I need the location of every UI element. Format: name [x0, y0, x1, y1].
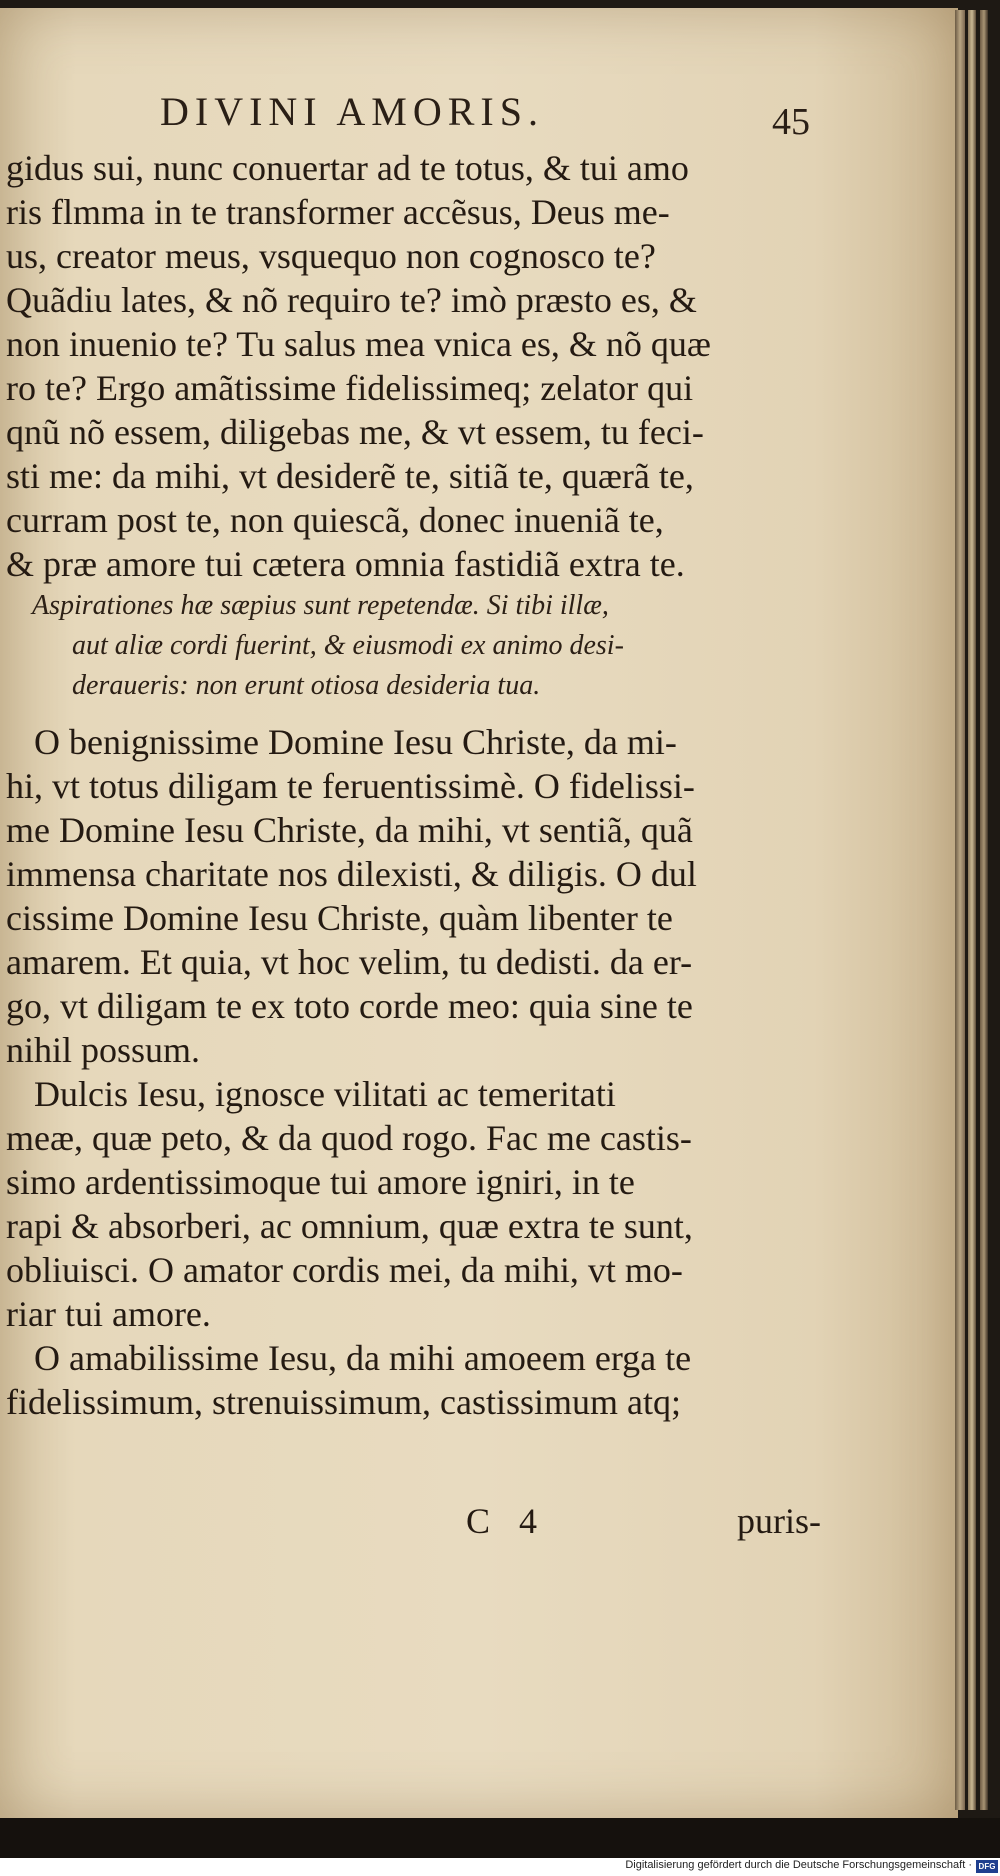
text-line: fidelissimum, strenuissimum, castissimum atq; — [6, 1382, 681, 1422]
text-line: O benignissime Domine Iesu Christe, da mi- — [34, 722, 677, 762]
text-line: ris flmma in te transformer accẽsus, Deus me- — [6, 192, 670, 232]
text-line: me Domine Iesu Christe, da mihi, vt sentiã, quã — [6, 810, 693, 850]
digitization-footer — [0, 1858, 1000, 1876]
running-head: DIVINI AMORIS. — [160, 89, 544, 134]
text-line: O amabilissime Iesu, da mihi amoeem erga te — [34, 1338, 692, 1378]
footer-credit: Digitalisierung gefördert durch die Deutsche Forschungsgemeinschaft · — [625, 1859, 972, 1871]
text-line: go, vt diligam te ex toto corde meo: quia sine te — [6, 986, 693, 1026]
page-edge — [980, 10, 988, 1810]
signature-mark: C 4 — [466, 1501, 548, 1541]
rubric-line: deraueris: non erunt otiosa desideria tua. — [72, 670, 541, 701]
text-line: rapi & absorberi, ac omnium, quæ extra te sunt, — [6, 1206, 693, 1246]
text-line: curram post te, non quiescã, donec inueniã te, — [6, 500, 664, 540]
text-line: simo ardentissimoque tui amore igniri, in te — [6, 1162, 635, 1202]
text-line: obliuisci. O amator cordis mei, da mihi, vt mo- — [6, 1250, 683, 1290]
text-line: sti me: da mihi, vt desiderẽ te, sitiã te, quærã te, — [6, 456, 694, 496]
scan-bottom-border — [0, 1818, 1000, 1858]
text-line: us, creator meus, vsquequo non cognosco te? — [6, 236, 656, 276]
text-line: immensa charitate nos dilexisti, & diligis. O dul — [6, 854, 697, 894]
catchword: puris- — [737, 1501, 821, 1541]
text-line: qnũ nõ essem, diligebas me, & vt essem, tu feci- — [6, 412, 704, 452]
page-edge — [955, 10, 965, 1810]
text-line: non inuenio te? Tu salus mea vnica es, & nõ quæ — [6, 324, 711, 364]
text-line: Quãdiu lates, & nõ requiro te? imò præsto es, & — [6, 280, 697, 320]
paragraph-gap — [0, 706, 840, 720]
page-number: 45 — [772, 101, 810, 143]
text-line: ro te? Ergo amãtissime fidelissimeq; zelator qui — [6, 368, 694, 408]
body-text — [0, 146, 840, 1424]
text-line: nihil possum. — [6, 1030, 201, 1070]
dfg-logo: DFG — [976, 1860, 998, 1873]
page-edge — [968, 10, 976, 1810]
rubric-line: aut aliæ cordi fuerint, & eiusmodi ex animo desi- — [72, 630, 624, 661]
text-line: Dulcis Iesu, ignosce vilitati ac temeritati — [34, 1074, 616, 1114]
text-line: riar tui amore. — [6, 1294, 211, 1334]
text-line: meæ, quæ peto, & da quod rogo. Fac me castis- — [6, 1118, 692, 1158]
rubric-line: Aspirationes hæ sæpius sunt repetendæ. Si tibi illæ, — [32, 590, 609, 621]
text-line: hi, vt totus diligam te feruentissimè. O fidelissi- — [6, 766, 695, 806]
text-line: & præ amore tui cætera omnia fastidiã extra te. — [6, 544, 685, 584]
text-line: gidus sui, nunc conuertar ad te totus, & tui amo — [6, 148, 689, 188]
text-line: amarem. Et quia, vt hoc velim, tu dedisti. da er- — [6, 942, 693, 982]
text-line: cissime Domine Iesu Christe, quàm libenter te — [6, 898, 673, 938]
